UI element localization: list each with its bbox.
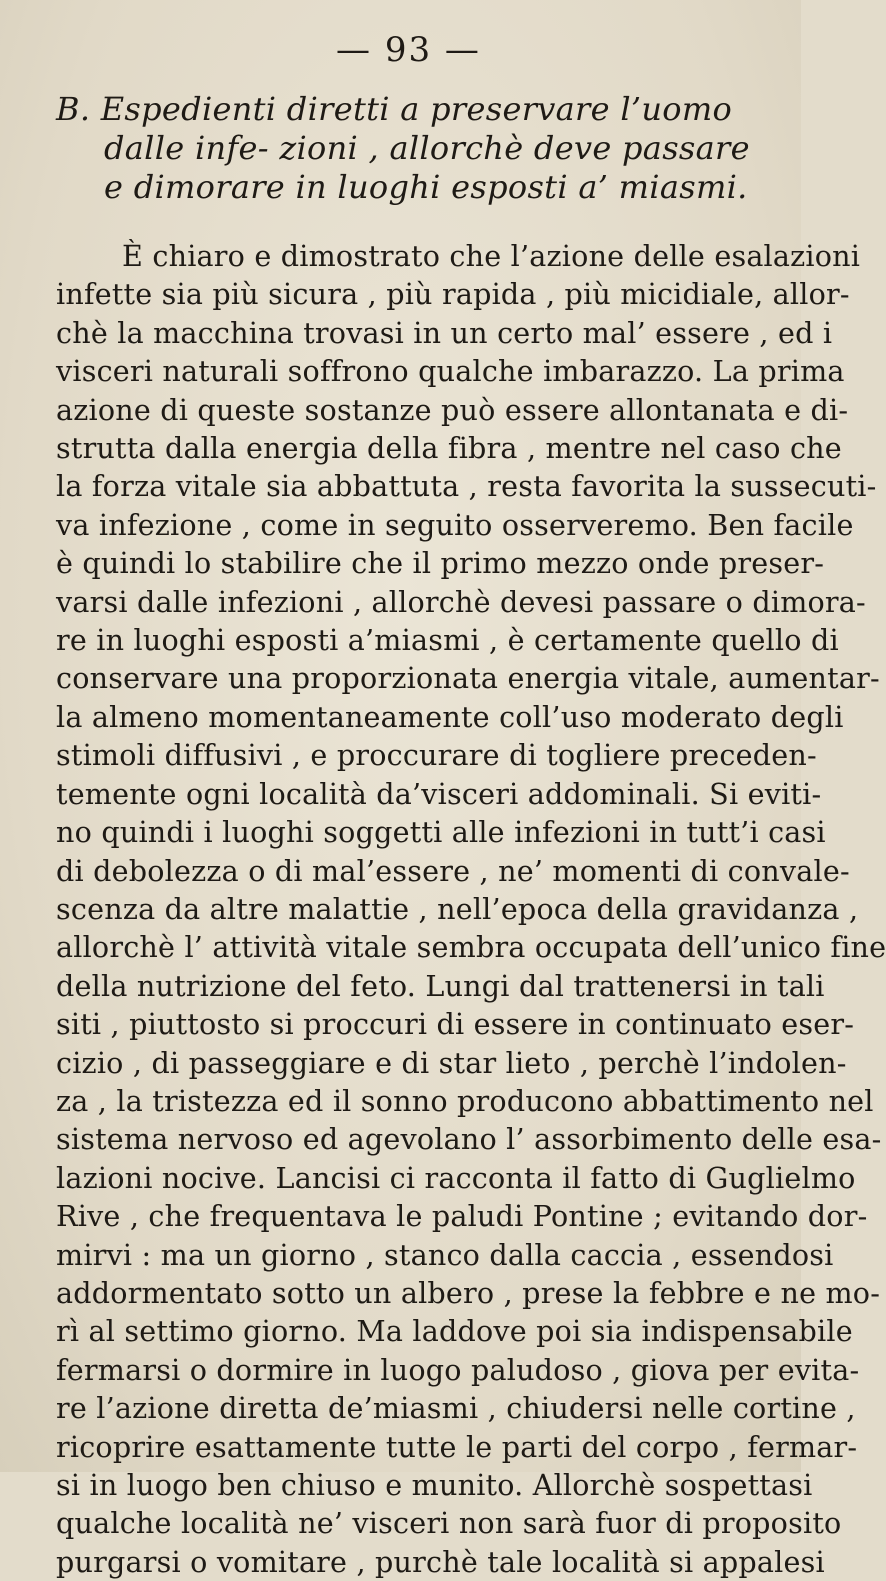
text-line: qualche località ne’ visceri non sarà fuor di proposito bbox=[56, 1506, 842, 1541]
text-line: la almeno momentaneamente coll’uso moderato degli bbox=[56, 699, 844, 734]
text-line: lazioni nocive. Lancisi ci racconta il fatto di Guglielmo bbox=[56, 1160, 856, 1195]
section-heading: B. Espedienti diretti a preservare l’uomo dalle infe- zioni , allorchè deve passare e dimorare in luoghi esposti a’ miasmi. bbox=[56, 90, 750, 206]
text-line: strutta dalla energia della fibra , mentre nel caso che bbox=[56, 431, 842, 466]
text-line: ricoprire esattamente tutte le parti del corpo , fermar- bbox=[56, 1429, 858, 1464]
text-line: infette sia più sicura , più rapida , più micidiale, allor- bbox=[56, 277, 850, 312]
text-line: za , la tristezza ed il sonno producono abbattimento nel bbox=[56, 1083, 874, 1118]
text-line: è quindi lo stabilire che il primo mezzo onde preser- bbox=[56, 546, 825, 581]
text-line: no quindi i luoghi soggetti alle infezioni in tutt’i casi bbox=[56, 815, 826, 850]
text-line: addormentato sotto un albero , prese la febbre e ne mo- bbox=[56, 1275, 881, 1310]
text-line: rì al settimo giorno. Ma laddove poi sia indispensabile bbox=[56, 1314, 853, 1349]
text-line: cizio , di passeggiare e di star lieto , perchè l’indolen- bbox=[56, 1045, 847, 1080]
text-line: azione di queste sostanze può essere allontanata e di- bbox=[56, 392, 849, 427]
text-line: siti , piuttosto si proccuri di essere in continuato eser- bbox=[56, 1007, 855, 1042]
text-line: conservare una proporzionata energia vitale, aumentar- bbox=[56, 661, 880, 696]
text-line: temente ogni località da’visceri addominali. Si eviti- bbox=[56, 776, 822, 811]
text-line: va infezione , come in seguito osserveremo. Ben facile bbox=[56, 507, 854, 542]
text-line: si in luogo ben chiuso e munito. Allorchè sospettasi bbox=[56, 1468, 813, 1502]
text-line: re l’azione diretta de’miasmi , chiudersi nelle cortine , bbox=[56, 1391, 856, 1426]
text-line: È chiaro e dimostrato che l’azione delle esalazioni bbox=[122, 239, 861, 273]
text-line: della nutrizione del feto. Lungi dal trattenersi in tali bbox=[56, 968, 825, 1003]
text-line: re in luoghi esposti a’miasmi , è certamente quello di bbox=[56, 623, 839, 658]
text-line: stimoli diffusivi , e proccurare di togliere preceden- bbox=[56, 738, 817, 773]
text-line: chè la macchina trovasi in un certo mal’ essere , ed i bbox=[56, 315, 833, 350]
text-line: allorchè l’ attività vitale sembra occupata dell’unico fine bbox=[56, 930, 886, 965]
text-line: la forza vitale sia abbattuta , resta favorita la sussecuti- bbox=[56, 469, 877, 504]
text-line: sistema nervoso ed agevolano l’ assorbimento delle esa- bbox=[56, 1122, 882, 1157]
text-line: mirvi : ma un giorno , stanco dalla caccia , essendosi bbox=[56, 1237, 834, 1272]
text-line: Rive , che frequentava le paludi Pontine ; evitando dor- bbox=[56, 1199, 868, 1234]
body-text bbox=[56, 237, 886, 1581]
page-number: — 93 — bbox=[336, 30, 481, 70]
text-line: varsi dalle infezioni , allorchè devesi passare o dimora- bbox=[56, 584, 866, 619]
text-line: di debolezza o di mal’essere , ne’ momenti di convale- bbox=[56, 853, 850, 888]
text-line: visceri naturali soffrono qualche imbarazzo. La prima bbox=[56, 354, 845, 389]
text-line: purgarsi o vomitare , purchè tale località si appalesi bbox=[56, 1544, 825, 1579]
text-line: scenza da altre malattie , nell’epoca della gravidanza , bbox=[56, 891, 859, 926]
text-line: fermarsi o dormire in luogo paludoso , giova per evita- bbox=[56, 1352, 860, 1387]
